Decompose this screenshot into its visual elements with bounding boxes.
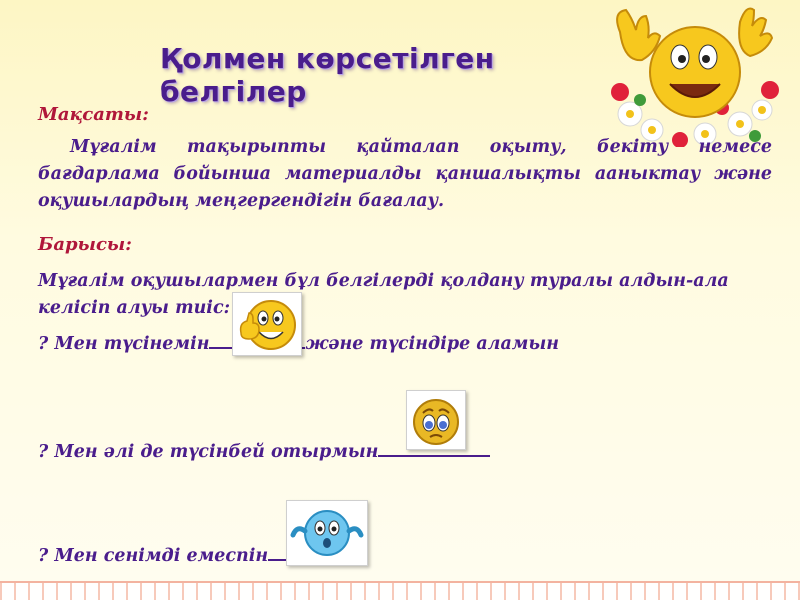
smiley-card (232, 292, 302, 356)
footer-divider (0, 581, 800, 583)
goal-heading: Мақсаты: (38, 104, 149, 125)
goal-text: Мұғалім тақырыпты қайталап оқыту, бекіту немесе бағдарлама бойынша материалды қаншалықты ааныктау және оқушылардың меңгергендігін бағалау. (38, 137, 772, 211)
worried-smiley-icon (407, 391, 465, 449)
footer-decoration (0, 581, 800, 600)
item-text-continued: және түсіндіре аламын (305, 334, 560, 354)
page-title: Қолмен көрсетілген белгілер (160, 42, 495, 108)
smiley-card (406, 390, 466, 450)
item-text: ? Мен сенімді емеспін (38, 546, 269, 566)
item-text: ? Мен әлі де түсінбей отырмын (38, 442, 379, 462)
item-text: ? Мен түсінемін (38, 334, 210, 354)
answer-blank (378, 453, 490, 457)
smiley-card (286, 500, 368, 566)
process-heading: Барысы: (38, 234, 132, 255)
process-text: Мұғалім оқушылармен бұл белгілерді қолдану туралы алдын-ала келісіп алуы тиіс: (38, 271, 729, 318)
shrugging-smiley-icon (287, 501, 367, 565)
thumbs-up-smiley-icon (233, 293, 301, 355)
